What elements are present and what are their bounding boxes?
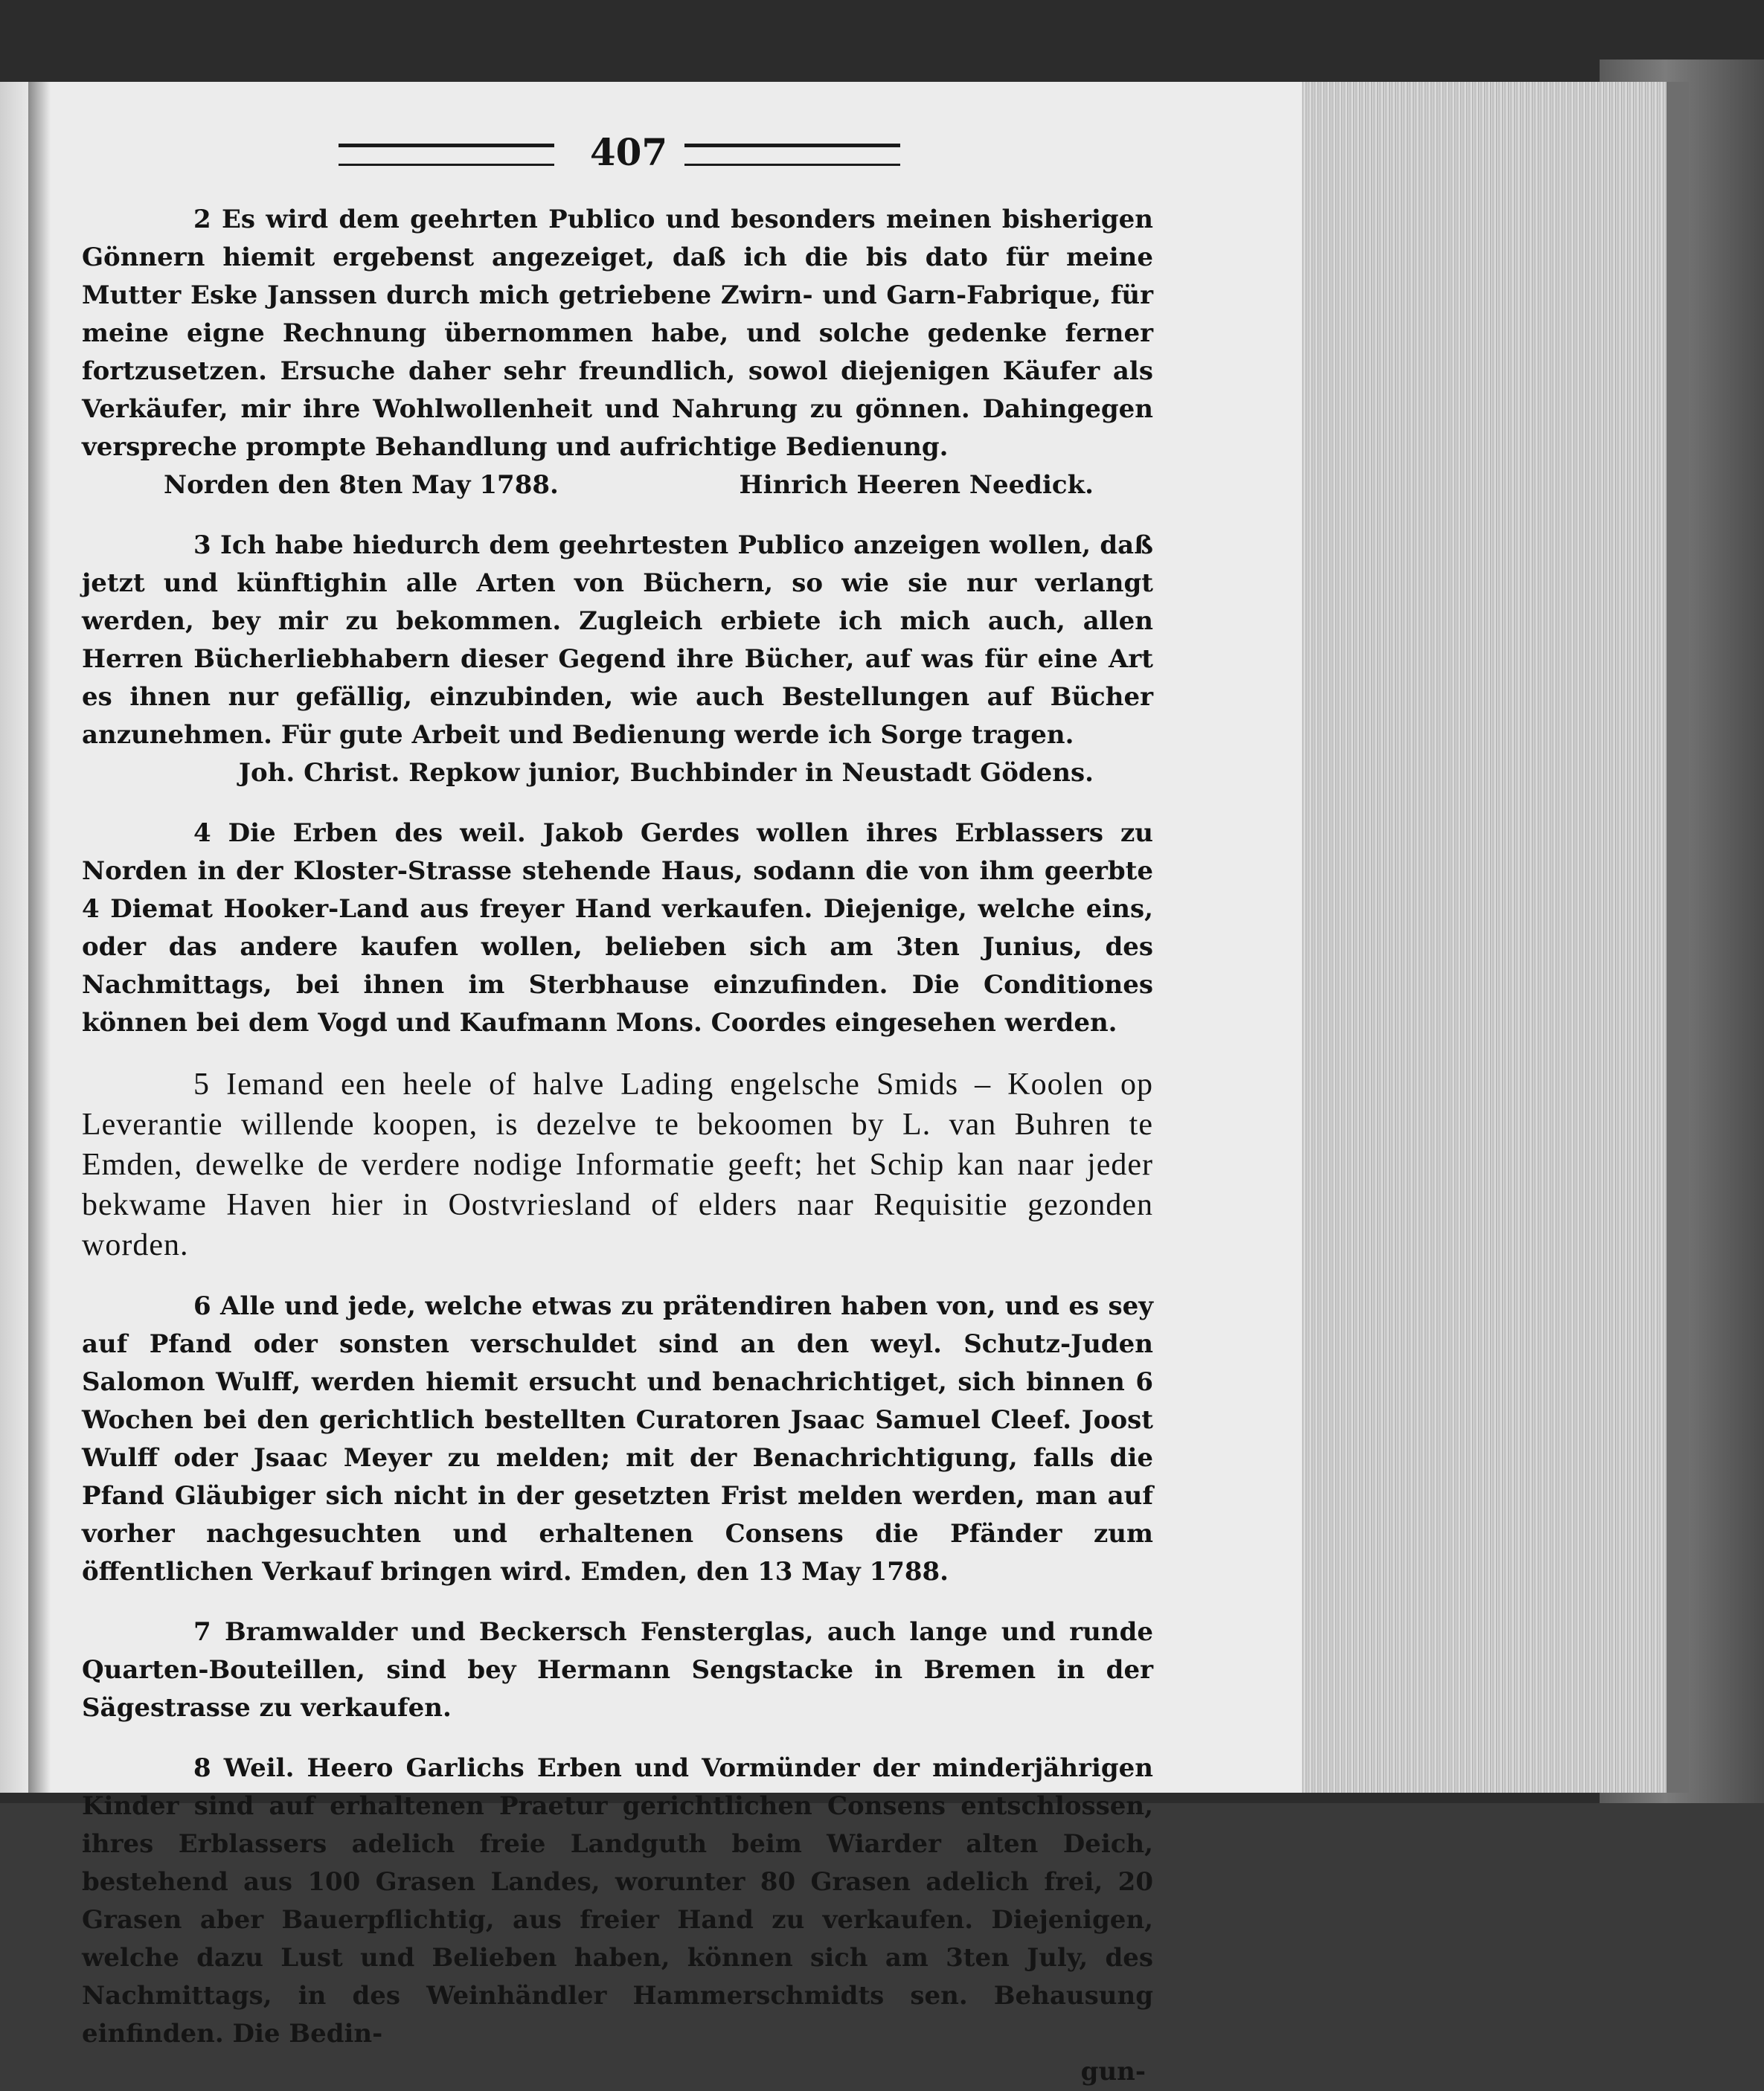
- notice-2: [82, 201, 1153, 504]
- notice-8: [82, 1750, 1153, 2053]
- notice-text: 5 Iemand een heele of halve Lading engelsche Smids – Koolen op Leverantie willende koopen, is dezelve te bekoomen by L. van Buhren te Emden, dewelke de verdere nodige Informatie geeft; het Schip kan naar jeder bekwame Haven hier in Oostvriesland of elders naar Requisitie gezonden worden.: [82, 1067, 1153, 1262]
- notice-text: 8 Weil. Heero Garlichs Erben und Vormünder der minderjährigen Kinder sind auf erhaltenen Praetur gerichtlichen Consens entschlossen, ihres Erblassers adelich freie Landguth beim Wiarder alten Deich, bestehend aus 100 Grasen Landes, worunter 80 Grasen adelich frei, 20 Grasen aber Bauerpflichtig, aus freier Hand zu verkaufen. Diejenigen, welche dazu Lust und Belieben haben, können sich am 3ten July, des Nachmittags, in des Weinhändler Hammerschmidts sen. Behausung einfinden. Die Bedin-: [82, 1753, 1153, 2049]
- signature: Hinrich Heeren Needick.: [739, 470, 1094, 500]
- notice-4: [82, 815, 1153, 1042]
- catchword: gun-: [1080, 2057, 1146, 2087]
- notice-3: [82, 527, 1153, 792]
- notice-text: 6 Alle und jede, welche etwas zu prätendiren haben von, und es sey auf Pfand oder sonsten verschuldet sind an den weyl. Schutz-Juden Salomon Wulff, werden hiemit ersucht und benachrichtiget, sich binnen 6 Wochen bei den gerichtlich bestellten Curatoren Jsaac Samuel Cleef. Joost Wulff oder Jsaac Meyer zu melden; mit der Benachrichtigung, falls die Pfand Gläubiger sich nicht in der gesetzten Frist melden werden, man auf vorher nachgesuchten und erhaltenen Consens die Pfänder zum öffentlichen Verkauf bringen wird. Emden, den 13 May 1788.: [82, 1291, 1153, 1587]
- notice-text: 2 Es wird dem geehrten Publico und besonders meinen bisherigen Gönnern hiemit ergebenst angezeiget, daß ich die bis dato für meine Mutter Eske Janssen durch mich getriebene Zwirn- und Garn-Fabrique, für meine eigne Rechnung übernommen habe, und solche gedenke ferner fortzusetzen. Ersuche daher sehr freundlich, sowol diejenigen Käufer als Verkäufer, mir ihre Wohlwollenheit und Nahrung zu gönnen. Dahingegen verspreche prompte Behandlung und aufrichtige Bedienung.: [82, 205, 1153, 462]
- page-number: 407: [589, 130, 668, 174]
- notice-text: 4 Die Erben des weil. Jakob Gerdes wollen ihres Erblassers zu Norden in der Kloster-Strasse stehende Haus, sodann die von ihm geerbte 4 Diemat Hooker-Land aus freyer Hand verkaufen. Diejenige, welche eins, oder das andere kaufen wollen, belieben sich am 3ten Junius, des Nachmittags, bei ihnen im Sterbhause einzufinden. Die Conditiones können bei dem Vogd und Kaufmann Mons. Coordes eingesehen werden.: [82, 818, 1153, 1038]
- notice-text: 3 Ich habe hiedurch dem geehrtesten Publico anzeigen wollen, daß jetzt und künftighin alle Arten von Büchern, so wie sie nur verlangt werden, bey mir zu bekommen. Zugleich erbiete ich mich auch, allen Herren Bücherliebhabern dieser Gegend ihre Bücher, auf was für eine Art es ihnen nur gefällig, einzubinden, wie auch Bestellungen auf Bücher anzunehmen. Für gute Arbeit und Bedienung werde ich Sorge tragen.: [82, 530, 1153, 750]
- place-date: Norden den 8ten May 1788.: [164, 470, 559, 500]
- header-rule-left: [339, 144, 554, 166]
- notice-7: [82, 1613, 1153, 1727]
- header-rule-right: [684, 144, 900, 166]
- facing-page-edge: [0, 82, 30, 1793]
- signature: Joh. Christ. Repkow junior, Buchbinder in Neustadt Gödens.: [238, 758, 1094, 788]
- page-text: [82, 201, 1153, 2091]
- notice-5: [82, 1064, 1153, 1265]
- notice-6: [82, 1288, 1153, 1591]
- notice-footer: [82, 466, 1153, 504]
- page-stack-edge: [1295, 82, 1689, 1793]
- page-header: [339, 130, 904, 175]
- spine-shadow: [28, 82, 51, 1793]
- notice-text: 7 Bramwalder und Beckersch Fensterglas, auch lange und runde Quarten-Bouteillen, sind bey Hermann Sengstacke in Bremen in der Sägestrasse zu verkaufen.: [82, 1617, 1153, 1723]
